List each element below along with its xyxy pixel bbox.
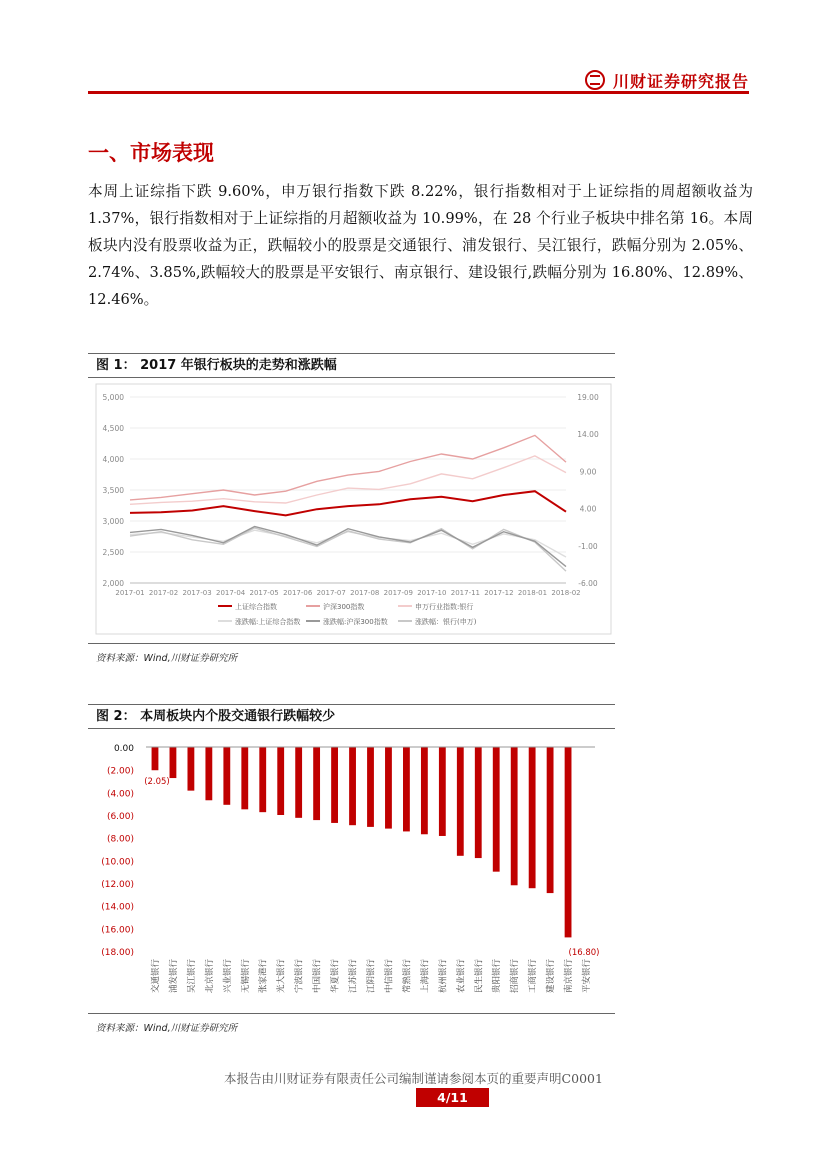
category-label: 农业银行	[456, 959, 467, 994]
company-logo-icon	[585, 70, 605, 90]
bar	[403, 747, 410, 831]
bar	[205, 747, 212, 800]
x-tick-label: 2017-12	[484, 589, 514, 597]
bar	[529, 747, 536, 888]
bar	[367, 747, 374, 827]
bar	[259, 747, 266, 812]
bar	[493, 747, 500, 872]
category-label: 无锡银行	[240, 959, 251, 994]
x-tick-label: 2017-03	[182, 589, 212, 597]
x-tick-label: 2017-10	[417, 589, 447, 597]
category-label: 常熟银行	[402, 959, 413, 994]
category-label: 华夏银行	[330, 959, 341, 994]
x-tick-label: 2017-07	[316, 589, 346, 597]
legend-label: 申万行业指数:银行	[415, 603, 474, 611]
page-number: 4/11	[416, 1088, 489, 1107]
category-label: 平安银行	[582, 959, 593, 994]
right-tick-label: 9.00	[579, 467, 597, 477]
footer-disclaimer: 本报告由川财证券有限责任公司编制谨请参阅本页的重要声明C0001	[224, 1071, 603, 1086]
left-tick-label: 2,500	[102, 548, 124, 557]
category-label: 贵阳银行	[492, 959, 503, 994]
category-label: 北京银行	[204, 959, 215, 994]
category-label: 浦发银行	[168, 959, 179, 994]
left-tick-label: 4,500	[102, 424, 124, 433]
bar-chart	[88, 733, 615, 1013]
x-tick-label: 2017-06	[283, 589, 313, 597]
x-tick-label: 2017-08	[350, 589, 380, 597]
category-label: 工商银行	[528, 959, 539, 994]
right-tick-label: 14.00	[577, 430, 599, 440]
x-tick-label: 2017-02	[148, 589, 179, 597]
bar	[511, 747, 518, 885]
brand-title: 川财证券研究报告	[612, 71, 749, 91]
legend-label: 上证综合指数	[235, 603, 277, 611]
category-label: 江阴银行	[366, 959, 377, 994]
figure2-title: 图 2： 本周板块内个股交通银行跌幅较少	[88, 704, 615, 729]
category-label: 民生银行	[474, 959, 485, 994]
right-tick-label: 19.00	[577, 393, 599, 402]
category-label: 中信银行	[384, 959, 395, 994]
y-tick-label: (12.00)	[101, 880, 134, 890]
y-tick-label: (6.00)	[106, 812, 134, 822]
bar	[241, 747, 248, 809]
bar	[457, 747, 464, 856]
right-tick-label: -6.00	[578, 579, 598, 588]
category-label: 杭州银行	[438, 959, 449, 994]
category-label: 江苏银行	[348, 959, 359, 994]
figure2-rule	[88, 1013, 615, 1014]
category-label: 上海银行	[420, 959, 431, 994]
category-label: 兴业银行	[222, 959, 233, 994]
legend-label: 沪深300指数	[323, 603, 365, 611]
header-brand	[585, 66, 749, 94]
bar	[475, 747, 482, 858]
bar	[547, 747, 554, 893]
y-tick-label: (14.00)	[101, 902, 134, 913]
bar	[421, 747, 428, 834]
left-tick-label: 2,000	[102, 579, 124, 588]
x-tick-label: 2017-09	[383, 589, 413, 597]
figure1-title: 图 1： 2017 年银行板块的走势和涨跌幅	[88, 353, 615, 378]
left-tick-label: 3,500	[102, 486, 124, 495]
right-tick-label: 4.00	[579, 504, 597, 514]
bar	[349, 747, 356, 825]
category-label: 光大银行	[276, 959, 287, 994]
section-title: 一、市场表现	[88, 140, 214, 165]
category-label: 招商银行	[510, 959, 521, 994]
y-tick-label: 0.00	[113, 744, 134, 754]
x-tick-label: 2017-04	[215, 589, 246, 597]
bar	[223, 747, 230, 805]
figure1-rule	[88, 643, 615, 644]
figure2-source: 资料来源：Wind,川财证券研究所	[96, 1023, 238, 1034]
category-label: 张家港行	[258, 959, 269, 994]
left-tick-label: 5,000	[102, 393, 124, 402]
x-tick-label: 2018-02	[551, 589, 581, 597]
bar	[565, 747, 572, 937]
bar	[152, 747, 159, 770]
bar	[313, 747, 320, 820]
line-chart	[88, 378, 615, 638]
x-tick-label: 2018-01	[517, 589, 548, 597]
legend-label: 涨跌幅:上证综合指数	[235, 618, 301, 626]
x-tick-label: 2017-11	[450, 589, 481, 597]
category-label: 吴江银行	[186, 959, 197, 994]
y-tick-label: (4.00)	[106, 789, 134, 800]
y-tick-label: (18.00)	[101, 948, 134, 958]
category-label: 交通银行	[150, 959, 161, 994]
bar	[385, 747, 392, 829]
bar	[295, 747, 302, 818]
bar	[277, 747, 284, 815]
y-tick-label: (2.00)	[106, 766, 134, 777]
legend-label: 涨跌幅:沪深300指数	[323, 618, 388, 626]
bar	[170, 747, 177, 778]
category-label: 中国银行	[312, 959, 323, 994]
bar	[187, 747, 194, 791]
bar	[331, 747, 338, 823]
bar	[439, 747, 446, 836]
y-tick-label: (16.00)	[101, 925, 134, 936]
x-tick-label: 2017-01	[115, 589, 145, 597]
data-label-first: (2.05)	[144, 777, 170, 788]
header-divider	[88, 91, 749, 94]
category-label: 建设银行	[546, 959, 557, 994]
left-tick-label: 3,000	[102, 517, 124, 526]
right-tick-label: -1.00	[578, 541, 598, 551]
category-label: 南京银行	[564, 959, 575, 994]
x-tick-label: 2017-05	[249, 589, 279, 597]
category-label: 宁波银行	[294, 959, 305, 994]
data-label-last: (16.80)	[568, 948, 600, 958]
y-tick-label: (8.00)	[106, 834, 134, 845]
y-tick-label: (10.00)	[101, 857, 134, 868]
left-tick-label: 4,000	[102, 455, 124, 464]
body-paragraph: 本周上证综指下跌 9.60%，申万银行指数下跌 8.22%，银行指数相对于上证综指的周超额收益为 1.37%，银行指数相对于上证综指的月超额收益为 10.99%，在 28 个行业子板块中排名第 16。本周板块内没有股票收益为正，跌幅较小的股票是交通银行、浦发银行、吴江银行，跌幅分别为 2.05%、2.74%、3.85%,跌幅较大的股票是平安银行、南京银行、建设银行,跌幅分别为 16.80%、12.89%、12.46%。	[88, 183, 753, 308]
figure1-source: 资料来源：Wind,川财证券研究所	[96, 653, 238, 664]
legend-label: 涨跌幅：银行(申万)	[415, 618, 477, 626]
